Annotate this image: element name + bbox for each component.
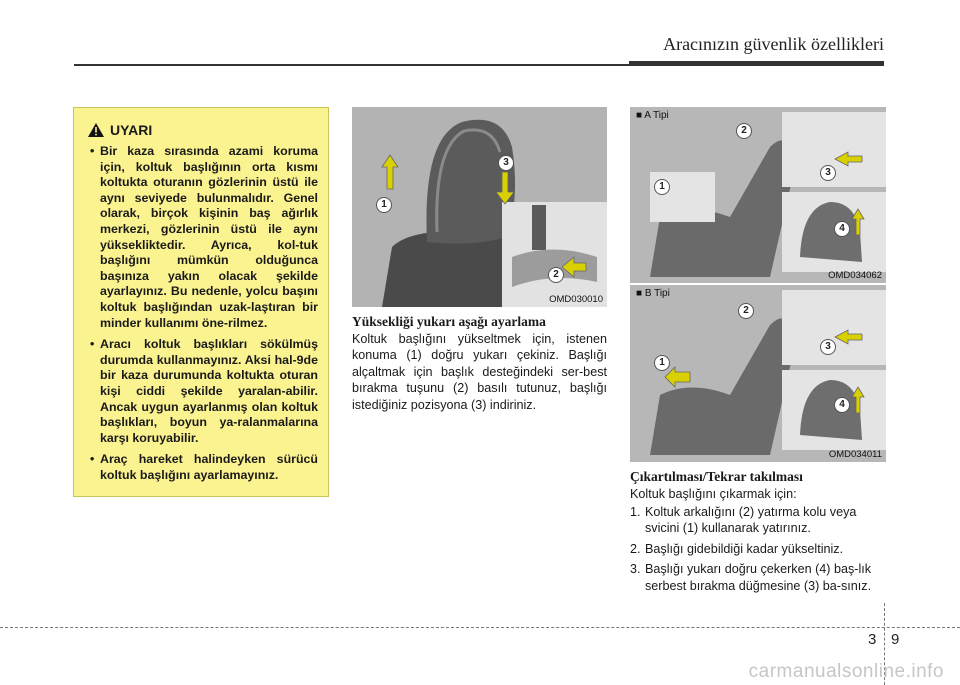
section-number: 3	[868, 631, 877, 648]
step-text: Başlığı yukarı doğru çekerken (4) baş-lık serbest bırakma düğmesine (3) ba-sınız.	[645, 562, 872, 593]
callout-2: 2	[548, 267, 564, 283]
seat-a-illustration	[630, 107, 886, 283]
warning-item: • Bir kaza sırasında azami koruma için, koltuk başlığının orta kısmı koltukta oturanın gözlerinin üstü ile aynı seviyede bulunmalıdır. Genel olarak, birçok kişinin baş ağırlık merkezi, gözlerinin üstü ile aynı yüksekliktedir. Ayrıca, kol-tuk başlığını mümkün olduğunca başınıza yakın olacak şekilde ayarlayınız. Bu nedenle, yolcu başını koltuk başlığından uzak-laştıran bir minder kullanımı öne-rilmez.	[86, 144, 318, 331]
warning-title: UYARI	[110, 122, 153, 138]
callout-a-4: 4	[834, 221, 850, 237]
remove-heading: Çıkartılması/Tekrar takılması	[630, 469, 803, 484]
warning-box	[73, 107, 329, 497]
height-text: Koltuk başlığını yükseltmek için, istenen konuma (1) doğru yukarı çekiniz. Başlığı alçaltmak için başlık desteğindeki ser-best bırakma tuşunu (2) basılı tutunuz, başlığı istediğiniz pozisyona (3) indiriniz.	[352, 332, 607, 412]
height-heading: Yüksekliği yukarı aşağı ayarlama	[352, 314, 546, 329]
step-text: Koltuk arkalığını (2) yatırma kolu veya svicini (1) kullanarak yatırınız.	[645, 505, 857, 536]
seat-b-illustration	[630, 285, 886, 462]
warning-triangle-icon	[88, 123, 104, 137]
remove-steps	[630, 504, 886, 598]
step-item	[630, 504, 886, 537]
step-item	[630, 561, 886, 594]
headrest-height-figure	[352, 107, 607, 307]
warning-header	[88, 122, 328, 138]
callout-b-2: 2	[738, 303, 754, 319]
figure-a-code: OMD034062	[828, 270, 882, 281]
callout-a-1: 1	[654, 179, 670, 195]
step-number: 1.	[630, 505, 641, 519]
callout-a-3: 3	[820, 165, 836, 181]
callout-1: 1	[376, 197, 392, 213]
type-a-figure	[630, 107, 886, 283]
warning-list	[74, 144, 328, 483]
warning-item: • Aracı koltuk başlıkları sökülmüş durumda kullanmayınız. Aksi hal-9de bir kaza durumunda koltukta oturan kişi ciddi şekilde yaralan-abilir. Ancak uygun ayarlanmış olan koltuk başlıkları, boyun ya-ralanmalarına karşı koruyabilir.	[86, 337, 318, 446]
callout-b-4: 4	[834, 397, 850, 413]
type-b-label: ■ B Tipi	[636, 288, 670, 299]
figure-code: OMD030010	[549, 294, 603, 305]
watermark: carmanualsonline.info	[748, 661, 944, 682]
step-number: 3.	[630, 562, 641, 577]
warning-item: • Araç hareket halindeyken sürücü koltuk başlığını ayarlamayınız.	[86, 452, 318, 483]
step-number: 2.	[630, 541, 641, 556]
type-b-figure	[630, 285, 886, 462]
header-rule-accent	[629, 61, 884, 66]
remove-intro: Koltuk başlığını çıkarmak için:	[630, 487, 797, 501]
callout-3: 3	[498, 155, 514, 171]
callout-a-2: 2	[736, 123, 752, 139]
step-text: Başlığı gidebildiği kadar yükseltiniz.	[645, 541, 844, 556]
callout-b-3: 3	[820, 339, 836, 355]
page-number: 9	[891, 631, 900, 648]
callout-b-1: 1	[654, 355, 670, 371]
type-a-label: ■ A Tipi	[636, 110, 669, 121]
step-item	[630, 541, 886, 557]
footer-rule	[0, 627, 960, 628]
figure-b-code: OMD034011	[828, 449, 882, 460]
header-title: Aracınızın güvenlik özellikleri	[663, 34, 884, 54]
